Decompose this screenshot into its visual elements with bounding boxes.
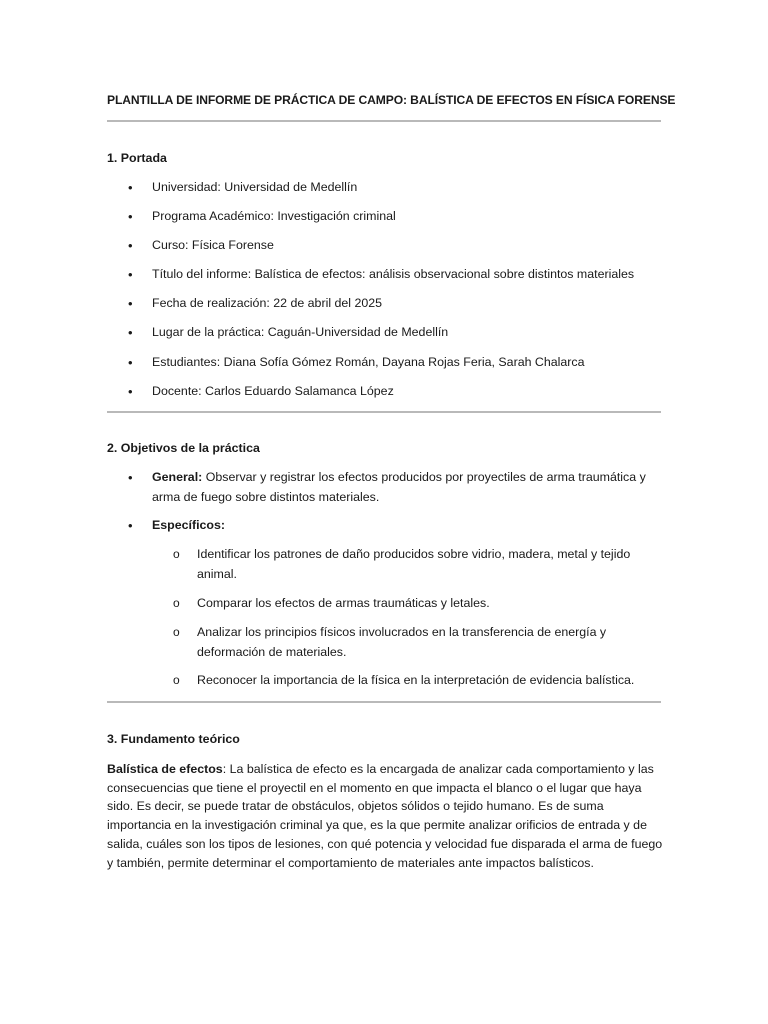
bullet: • [128, 209, 133, 224]
sub-bullet: o [173, 673, 180, 687]
list-item: Lugar de la práctica: Caguán-Universidad de Medellín [152, 325, 449, 339]
bullet: • [128, 238, 133, 253]
sub-bullet: o [173, 625, 180, 639]
divider [107, 701, 661, 703]
bullet: • [128, 325, 133, 340]
list-item: Universidad: Universidad de Medellín [152, 180, 358, 194]
sub-list-item: Analizar los principios físicos involucrados en la transferencia de energía y deformación de materiales. [197, 625, 607, 659]
body-paragraph [107, 760, 663, 872]
list-item: Título del informe: Balística de efectos: análisis observacional sobre distintos materiales [152, 267, 635, 281]
sub-list-item: Identificar los patrones de daño producidos sobre vidrio, madera, metal y tejido animal. [197, 547, 631, 581]
list-item: Fecha de realización: 22 de abril del 2025 [152, 296, 383, 310]
sub-list-item: Reconocer la importancia de la física en la interpretación de evidencia balística. [197, 673, 635, 687]
sub-bullet: o [173, 596, 180, 610]
objective-general-text: Observar y registrar los efectos producidos por proyectiles de arma traumática y arma de fuego sobre distintos materiales. [152, 470, 646, 504]
section-heading-objetivos: 2. Objetivos de la práctica [107, 441, 260, 455]
section-heading-portada: 1. Portada [107, 151, 167, 165]
list-item: Estudiantes: Diana Sofía Gómez Román, Dayana Rojas Feria, Sarah Chalarca [152, 355, 585, 369]
bullet: • [128, 384, 133, 399]
sub-bullet: o [173, 547, 180, 561]
document-title: PLANTILLA DE INFORME DE PRÁCTICA DE CAMPO: BALÍSTICA DE EFECTOS EN FÍSICA FORENSE [107, 93, 676, 107]
paragraph-text: : La balística de efecto es la encargada de analizar cada comportamiento y las consecuencias que tiene el proyectil en el momento en que impacta el blanco o el lugar que haya sido. Es decir, se puede tratar de obstáculos, objetos sólidos o tejido humano. Es de suma importancia en la investigación criminal ya que, es la que permite analizar orificios de entrada y de salida, cuáles son los tipos de lesiones, con qué potencia y velocidad fue disparada el arma de fuego y también, permite determinar el comportamiento de materiales ante impactos balísticos. [107, 762, 663, 870]
sub-list-item: Comparar los efectos de armas traumáticas y letales. [197, 596, 490, 610]
list-item: Curso: Física Forense [152, 238, 274, 252]
objective-specific-label: Específicos: [152, 518, 225, 532]
list-item: Docente: Carlos Eduardo Salamanca López [152, 384, 394, 398]
divider [107, 411, 661, 413]
objective-general-label: General: [152, 470, 203, 484]
objective-general [152, 468, 662, 507]
term-label: Balística de efectos [107, 762, 223, 776]
bullet: • [128, 267, 133, 282]
list-item: Programa Académico: Investigación criminal [152, 209, 396, 223]
divider [107, 120, 661, 122]
bullet: • [128, 355, 133, 370]
bullet: • [128, 470, 133, 485]
bullet: • [128, 518, 133, 533]
bullet: • [128, 296, 133, 311]
bullet: • [128, 180, 133, 195]
section-heading-fundamento: 3. Fundamento teórico [107, 732, 240, 746]
